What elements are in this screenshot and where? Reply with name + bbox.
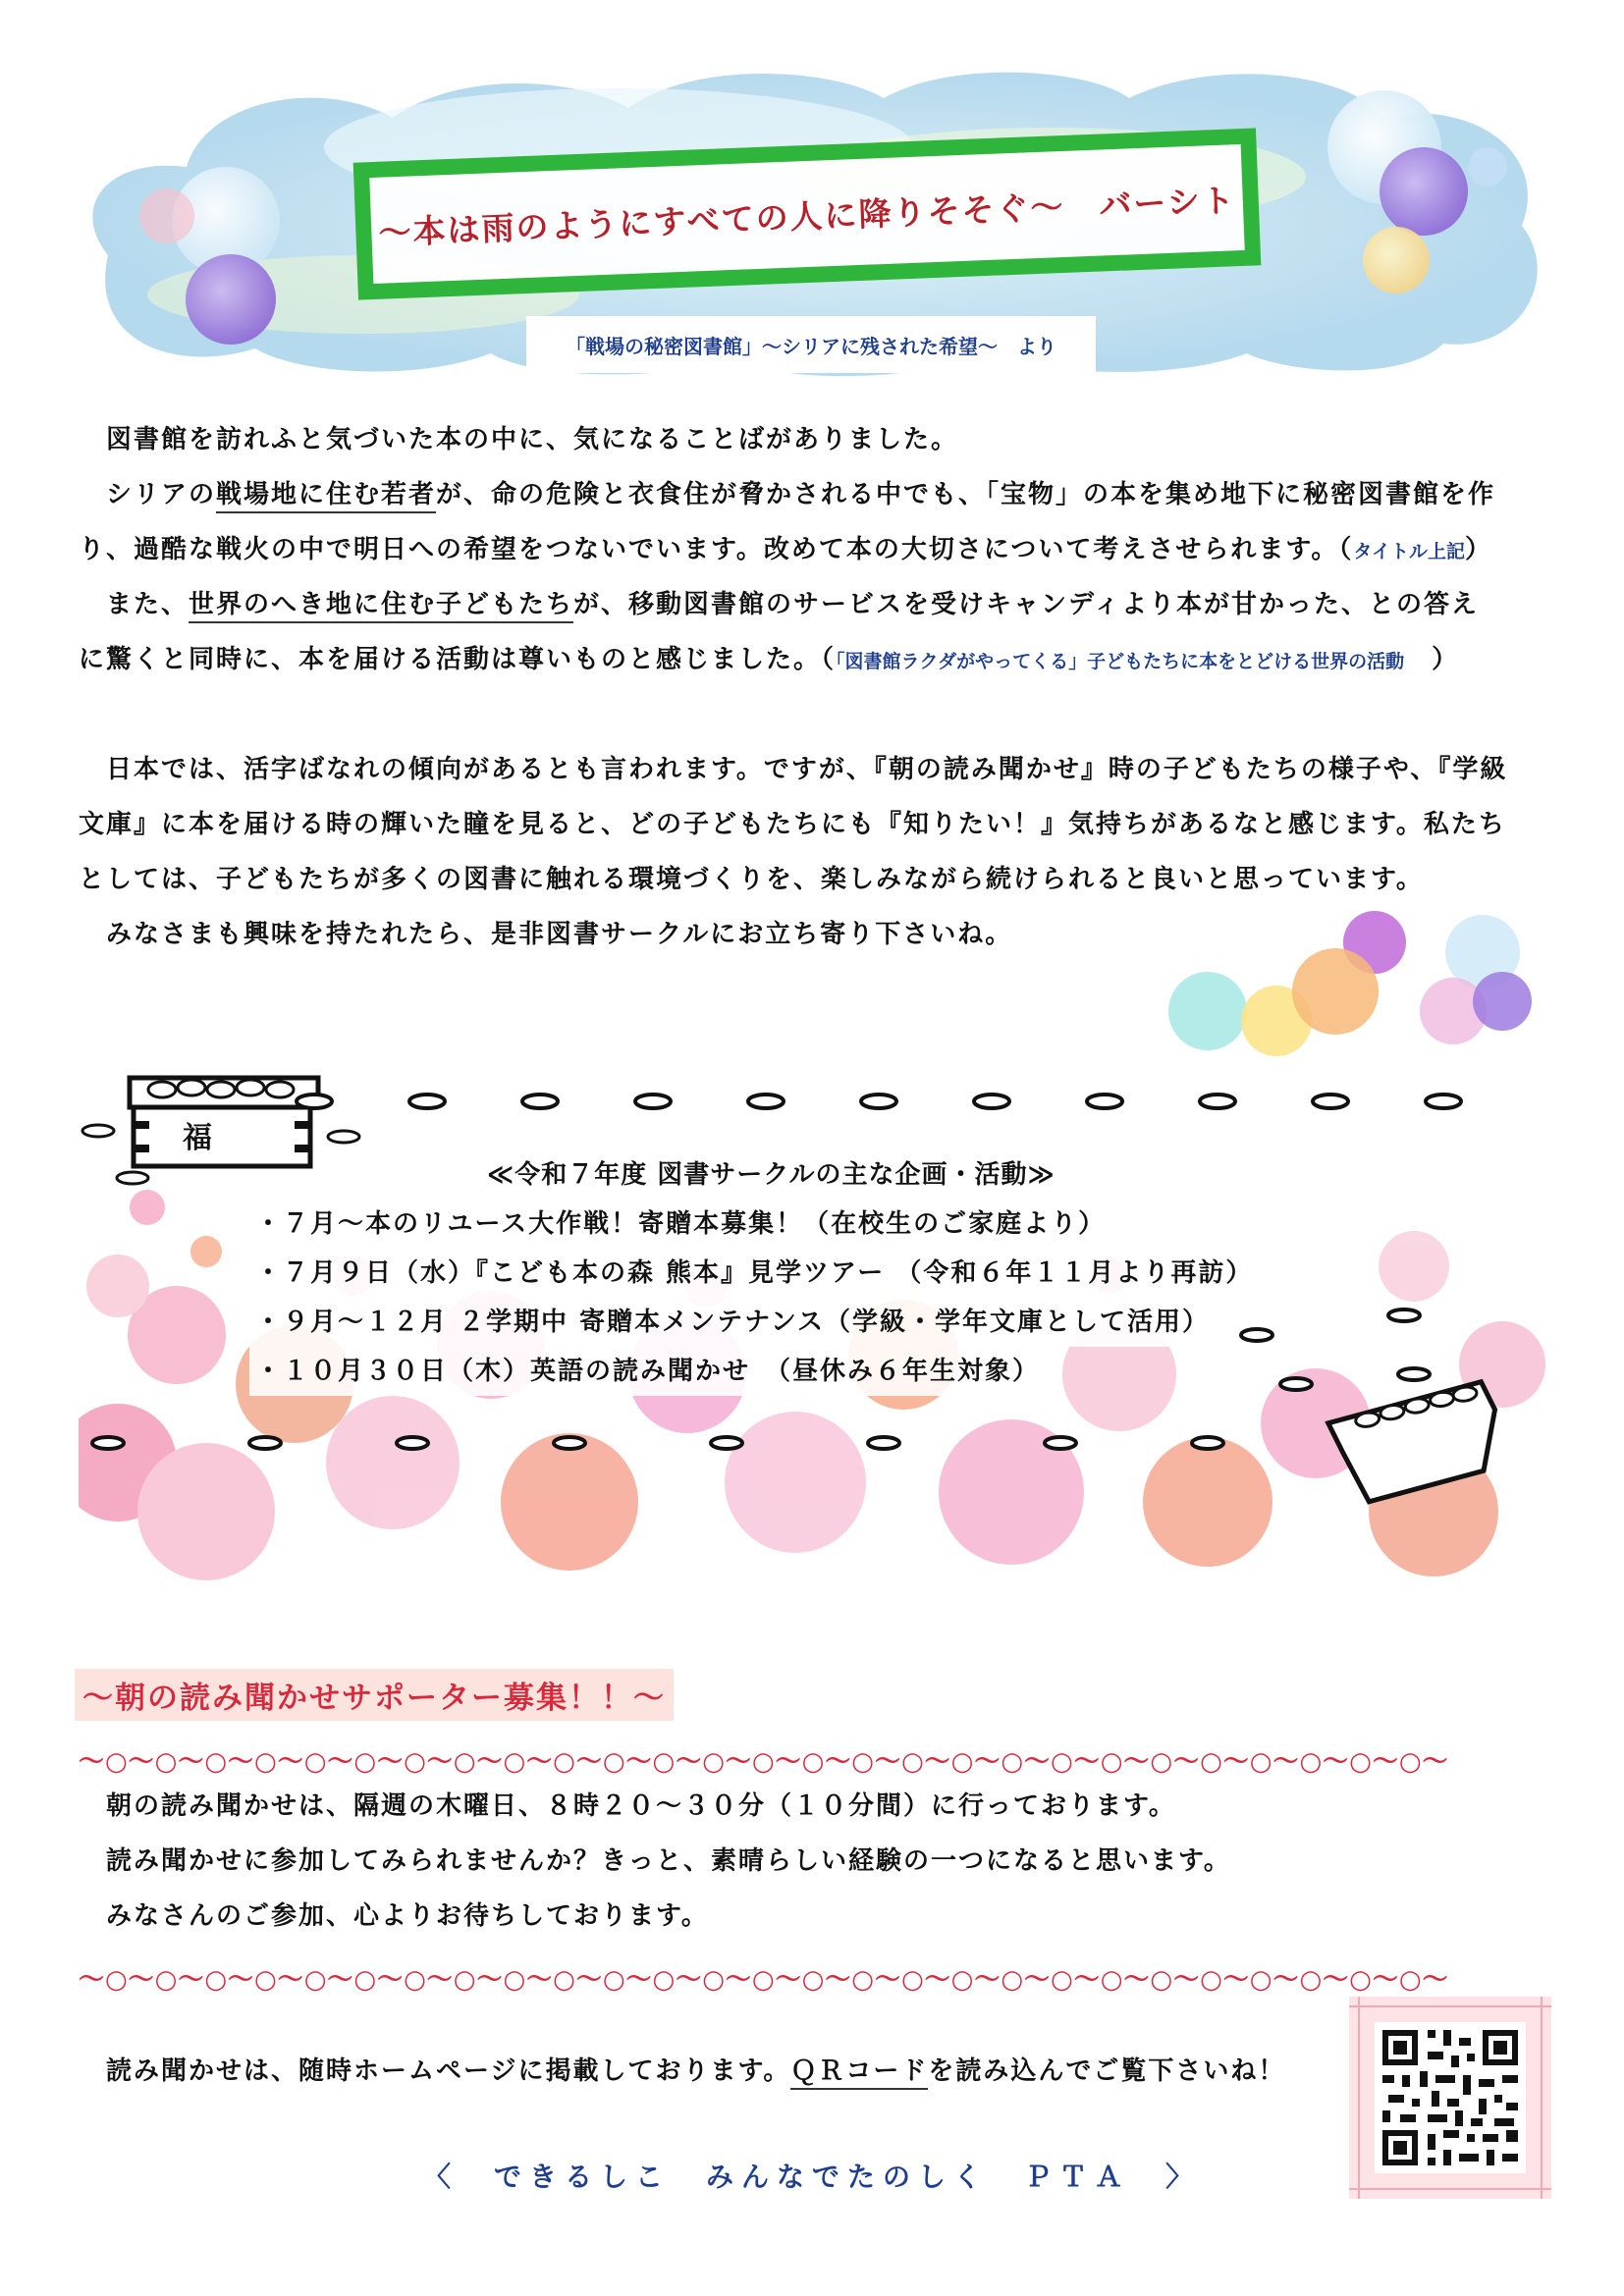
intro-line-5-text: に驚くと同時に、本を届ける活動は尊いものと感じました。（ [79,645,837,674]
footer-slogan: 〈 できるしこ みんなでたのしく ＰＴＡ 〉 [422,2161,1201,2193]
intro-ref-title: タイトル上記 [1353,541,1465,562]
event-item-1: ・７月～本のリユース大作戦！寄贈本募集！（在校生のご家庭より） [249,1200,1111,1249]
intro-line-1: 図書館を訪れふと気づいた本の中に、気になることばがありました。 [106,425,959,454]
events-heading: ≪令和７年度 図書サークルの主な企画・活動≫ [487,1160,1056,1190]
supporter-line-1: 朝の読み聞かせは、隔週の木曜日、８時２０～３０分（１０分間）に行っております。 [106,1791,1176,1821]
watercolor-dots-decoration [1139,893,1571,1070]
page-title: ～本は雨のようにすべての人に降りそそぐ～ バーシト [377,180,1237,252]
qr-code-link[interactable]: ＱＲコード [790,2056,928,2090]
intro-line-2 [106,467,1495,522]
deco-line-bottom: ～○～○～○～○～○～○～○～○～○～○～○～○～○～○～○～○～○～○～○～○～○～○～○～○～○～○～○～ [79,1965,1449,1995]
intro-line-3-end: ） [1464,535,1492,564]
source-caption: 「戦場の秘密図書館」～シリアに残された希望～ より [566,334,1056,358]
intro-underlined-young-people: 戦場地に住む若者 [216,480,436,513]
body-line-1: 日本では、活字ばなれの傾向があるとも言われます。ですが、『朝の読み聞かせ』時の子どもたちの様子や、『学級 [106,755,1508,784]
event-item-4: ・１０月３０日（木）英語の読み聞かせ （昼休み６年生対象） [249,1347,1046,1396]
homepage-line [106,2044,1285,2099]
homepage-text-pre: 読み聞かせは、随時ホームページに掲載しております。 [106,2056,791,2086]
intro-line-3 [79,522,1492,579]
intro-line-5 [79,632,1459,689]
intro-line-4 [106,577,1479,632]
supporter-line-2: 読み聞かせに参加してみられませんか？きっと、素晴らしい経験の一つになると思います。 [106,1846,1231,1876]
intro-line-5-end: ） [1404,645,1460,674]
body-line-2: 文庫』に本を届ける時の輝いた瞳を見ると、どの子どもたちにも『知りたい！』気持ちがあるなと感じます。私たち [79,810,1506,839]
source-caption-box [526,316,1096,373]
intro-line-2-post: が、命の危険と衣食住が脅かされる中でも、「宝物」の本を集め地下に秘密図書館を作 [436,480,1496,509]
event-item-2: ・７月９日（水）『こども本の森 熊本』見学ツアー （令和６年１１月より再訪） [249,1249,1259,1298]
supporter-line-3: みなさんのご参加、心よりお待ちしております。 [106,1901,709,1931]
intro-line-4-pre: また、 [106,590,189,619]
intro-underlined-children: 世界のへき地に住む子どもたち [189,590,573,623]
deco-line-top: ～○～○～○～○～○～○～○～○～○～○～○～○～○～○～○～○～○～○～○～○～○～○～○～○～○～○～○～ [79,1747,1449,1777]
masu-fuku-label: 福 [183,1121,212,1155]
body-line-4: みなさまも興味を持たれたら、是非図書サークルにお立ち寄り下さいね。 [106,920,1013,949]
homepage-text-post: を読み込んでご覧下さいね！ [928,2056,1286,2086]
intro-line-3-text: り、過酷な戦火の中で明日への希望をつないでいます。改めて本の大切さについて考えさせられます。（ [79,535,1354,564]
intro-line-2-pre: シリアの [106,480,217,509]
intro-line-4-post: が、移動図書館のサービスを受けキャンディより本が甘かった、との答え [573,590,1479,619]
body-line-3: としては、子どもたちが多くの図書に触れる環境づくりを、楽しみながら続けられると良いと思っています。 [79,865,1424,894]
event-item-3: ・９月～１２月 ２学期中 寄贈本メンテナンス（学級・学年文庫として活用） [249,1298,1216,1347]
intro-ref-camel-library: 「図書館ラクダがやってくる」子どもたちに本をとどける世界の活動 [836,651,1405,672]
supporter-title: ～朝の読み聞かせサポーター募集！！～ [75,1669,674,1721]
